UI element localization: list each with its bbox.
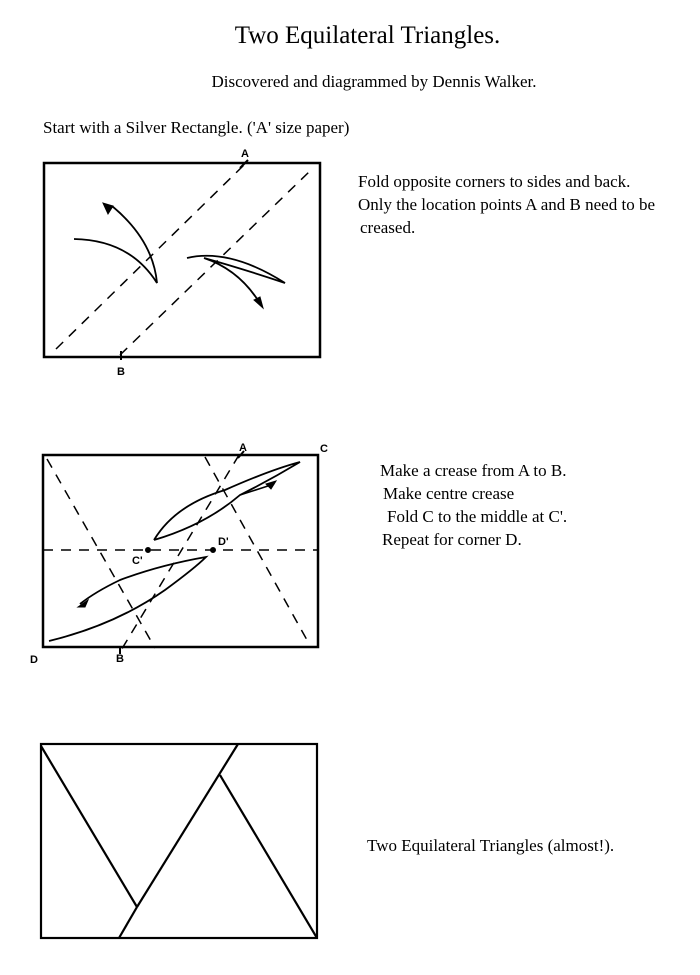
step2-line-3: Fold C to the middle at C'. <box>387 507 568 526</box>
arrowhead-right <box>254 297 263 308</box>
triangle-edge-1 <box>41 746 137 907</box>
point-c-prime <box>146 548 151 553</box>
diagram-2 <box>43 451 318 654</box>
step1-line-3: creased. <box>360 218 416 237</box>
label-d-prime: D' <box>218 536 229 548</box>
step2-line-2: Make centre crease <box>383 484 515 503</box>
paper-rectangle-1 <box>44 163 320 357</box>
triangle-edge-3 <box>137 744 238 907</box>
fold-arrow-d <box>49 557 206 641</box>
step2-line-1: Make a crease from A to B. <box>380 461 567 480</box>
label-a-1: A <box>241 148 249 160</box>
triangle-edge-4 <box>220 775 317 938</box>
step1-line-1: Fold opposite corners to sides and back. <box>358 172 631 191</box>
step1-line-2: Only the location points A and B need to be <box>358 195 655 214</box>
page-title: Two Equilateral Triangles. <box>234 22 501 49</box>
label-d: D <box>30 654 38 666</box>
crease-a-b <box>120 455 239 652</box>
step2-line-4: Repeat for corner D. <box>382 530 522 549</box>
page-subtitle: Discovered and diagrammed by Dennis Walker. <box>211 72 537 91</box>
label-b-2: B <box>116 653 124 665</box>
fold-crease-c <box>205 457 307 640</box>
triangle-edge-2 <box>119 907 137 938</box>
fold-crease-d <box>47 459 155 648</box>
arrowhead-left <box>103 203 113 214</box>
point-d-prime <box>211 548 216 553</box>
step3-caption-text: Two Equilateral Triangles (almost!). <box>367 836 615 855</box>
intro-text: Start with a Silver Rectangle. ('A' size paper) <box>43 118 350 137</box>
diagram-1 <box>44 160 320 360</box>
diagram-3 <box>41 744 317 938</box>
fold-arrow-left <box>74 206 157 283</box>
fold-arrow-right <box>187 256 285 305</box>
label-c-prime: C' <box>132 555 143 567</box>
label-a-2: A <box>239 442 247 454</box>
arrowhead-c <box>266 481 276 489</box>
label-b-1: B <box>117 366 125 378</box>
label-c: C <box>320 443 328 455</box>
